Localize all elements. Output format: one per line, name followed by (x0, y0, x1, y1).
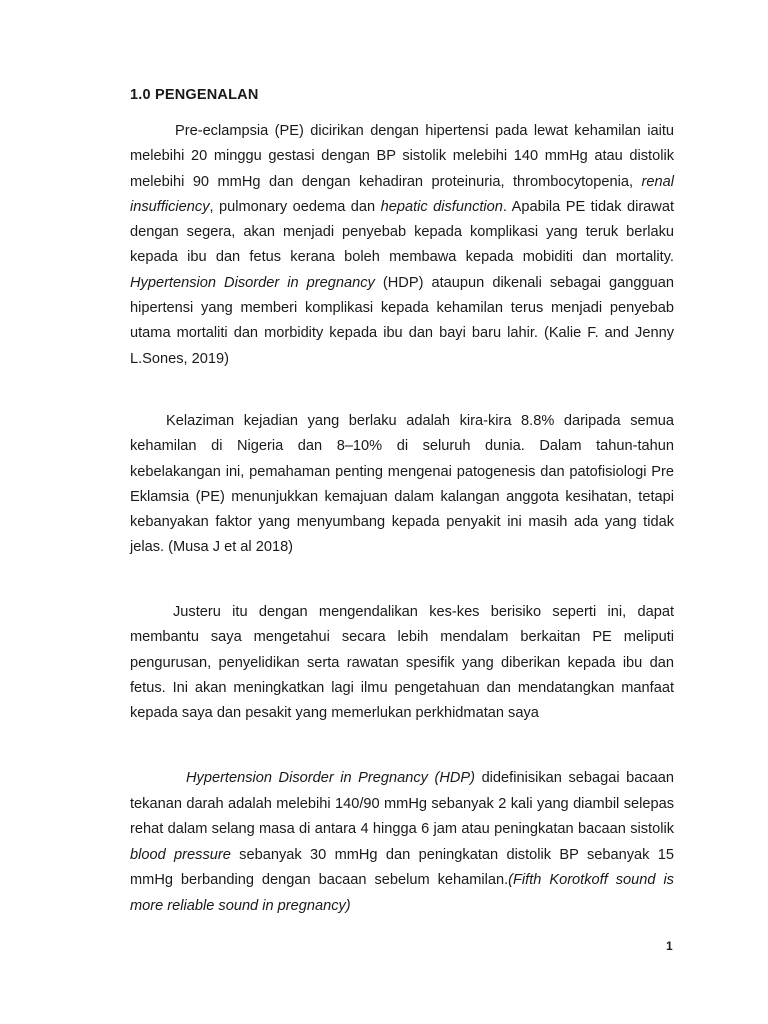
page-number: 1 (666, 939, 673, 953)
para1-run-italic: renal insufficiency (130, 173, 674, 215)
para4-run-italic: Hypertension Disorder in Pregnancy (HDP) (186, 770, 476, 786)
paragraph-motivation (130, 600, 679, 726)
section-heading: 1.0 PENGENALAN (130, 87, 259, 103)
para4-run: didefinisikan sebagai bacaan tekanan darah adalah melebihi 140/90 mmHg sebanyak 2 kali yang diambil selepas rehat dalam selang masa di antara 4 hingga 6 jam atau peningkatan bacaan sistolik (130, 770, 679, 837)
para4-run-italic: (Fifth Korotkoff sound is more reliable sound in pregnancy) (130, 872, 674, 914)
para4-run-italic: blood pressure (130, 846, 231, 863)
para4-run: sebanyak 30 mmHg dan peningkatan distolik BP sebanyak 15 mmHg berbanding dengan bacaan sebelum kehamilan. (130, 846, 679, 888)
para1-run-italic: Hypertension Disorder in pregnancy (130, 274, 375, 291)
para2-run: Kelaziman kejadian yang berlaku adalah kira-kira 8.8% daripada semua kehamilan di Nigeria dan 8–10% di seluruh dunia. Dalam tahun-tahun kebelakangan ini, pemahaman penting mengenai patogenesis dan patofisiologi Pre Eklamsia (PE) menunjukkan kemajuan dalam kalangan anggota kesihatan, tetapi kebanyakan faktor yang menyumbang kepada penyakit ini masih ada yang tidak jelas. (Musa J et al 2018) (130, 413, 679, 556)
para1-run: Pre-eclampsia (PE) dicirikan dengan hipertensi pada lewat kehamilan iaitu melebihi 20 minggu gestasi dengan BP sistolik melebihi 140 mmHg atau distolik melebihi 90 mmHg dan dengan kehadiran proteinuria, thrombocytopenia, (130, 123, 679, 190)
para1-run: , pulmonary oedema dan (209, 198, 381, 215)
paragraph-hdp-definition (130, 766, 679, 919)
para1-run-italic: hepatic disfunction (380, 198, 503, 215)
paragraph-introduction (130, 119, 679, 372)
paragraph-prevalence (130, 409, 679, 561)
para1-run: (HDP) ataupun dikenali sebagai gangguan hipertensi yang memberi komplikasi kepada kehamilan terus menjadi penyebab utama mortaliti dan morbidity kepada ibu dan bayi baru lahir. (Kalie F. and Jenny L.Sones, 2019) (130, 274, 679, 367)
para3-run: Justeru itu dengan mengendalikan kes-kes berisiko seperti ini, dapat membantu saya mengetahui secara lebih mendalam berkaitan PE meliputi pengurusan, penyelidikan serta rawatan spesifik yang diberikan kepada ibu dan fetus. Ini akan meningkatkan lagi ilmu pengetahuan dan mendatangkan manfaat kepada saya dan pesakit yang memerlukan perkhidmatan saya (130, 604, 679, 722)
para1-run: . Apabila PE tidak dirawat dengan segera, akan menjadi penyebab kepada komplikasi yang teruk berlaku kepada ibu dan fetus kerana boleh membawa kepada mobiditi dan mortality. (130, 198, 679, 266)
